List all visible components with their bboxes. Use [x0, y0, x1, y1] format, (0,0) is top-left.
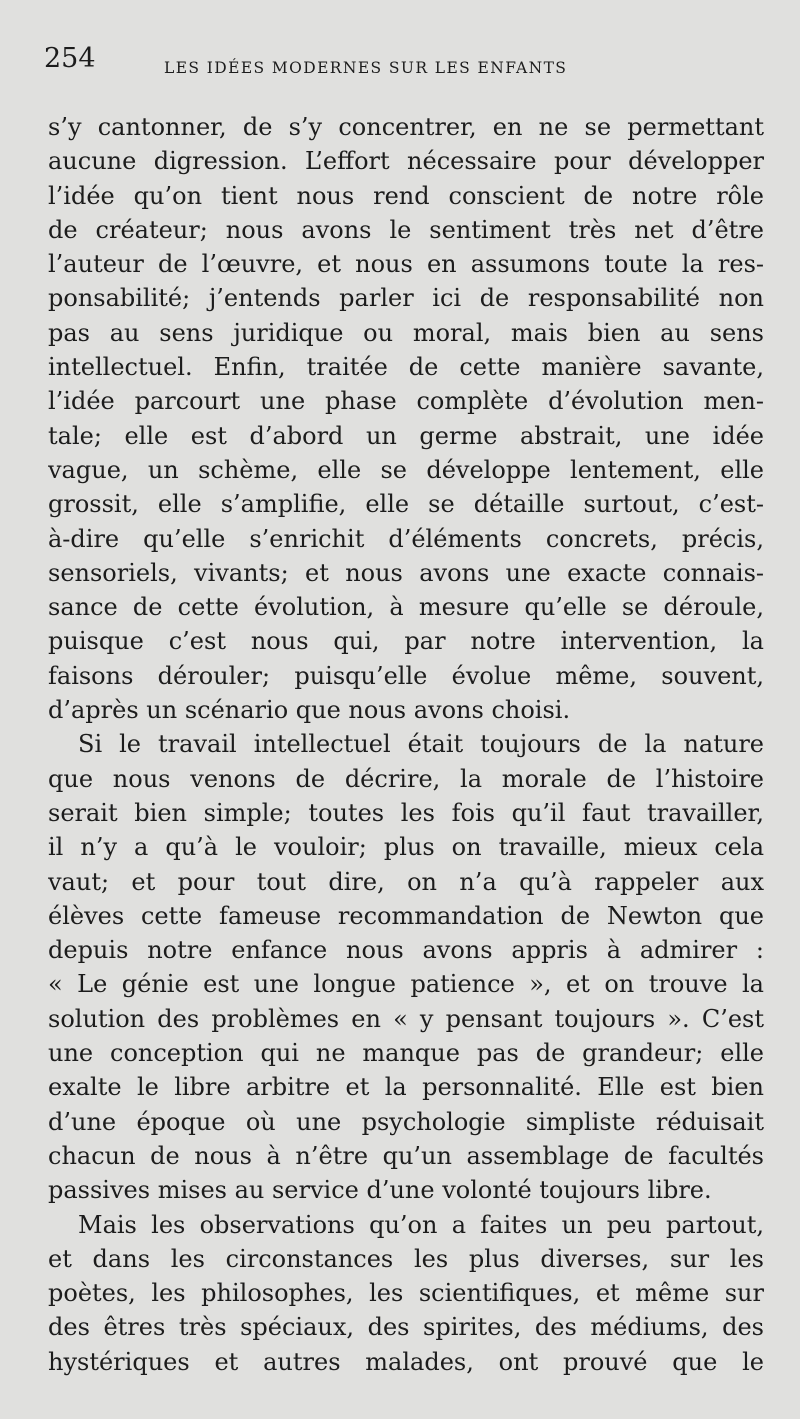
- text-line: que nous venons de décrire, la morale de l’histoire: [48, 764, 764, 793]
- text-line: des êtres très spéciaux, des spirites, des médiums, des: [48, 1313, 764, 1342]
- text-line: il n’y a qu’à le vouloir; plus on travaille, mieux cela: [48, 833, 764, 862]
- text-line: d’une époque où une psychologie simpliste réduisait: [48, 1107, 764, 1136]
- text-line: depuis notre enfance nous avons appris à admirer :: [48, 936, 764, 965]
- text-line: ponsabilité; j’entends parler ici de responsabilité non: [48, 284, 764, 313]
- text-line: aucune digression. L’effort nécessaire pour développer: [48, 147, 764, 176]
- body-text: [48, 110, 764, 1379]
- text-line: tale; elle est d’abord un germe abstrait, une idée: [48, 421, 764, 450]
- text-line: chacun de nous à n’être qu’un assemblage de facultés: [48, 1141, 764, 1170]
- running-title: LES IDÉES MODERNES SUR LES ENFANTS: [164, 59, 568, 77]
- text-line: serait bien simple; toutes les fois qu’il faut travailler,: [48, 798, 764, 827]
- text-line: vaut; et pour tout dire, on n’a qu’à rappeler aux: [48, 867, 764, 896]
- text-line: vague, un schème, elle se développe lentement, elle: [48, 455, 764, 484]
- text-line: sensoriels, vivants; et nous avons une exacte connais-: [48, 558, 764, 587]
- text-line: hystériques et autres malades, ont prouvé que le: [48, 1347, 764, 1376]
- text-line: et dans les circonstances les plus diverses, sur les: [48, 1244, 764, 1273]
- text-line: s’y cantonner, de s’y concentrer, en ne se permettant: [48, 113, 764, 141]
- text-line: d’après un scénario que nous avons choisi.: [48, 696, 571, 725]
- text-line: « Le génie est une longue patience », et on trouve la: [48, 970, 764, 999]
- text-line: faisons dérouler; puisqu’elle évolue même, souvent,: [48, 661, 764, 690]
- page-header: [44, 42, 750, 82]
- text-line: puisque c’est nous qui, par notre intervention, la: [48, 627, 764, 656]
- text-line: une conception qui ne manque pas de grandeur; elle: [48, 1039, 764, 1068]
- text-line: sance de cette évolution, à mesure qu’elle se déroule,: [48, 593, 764, 622]
- text-line: solution des problèmes en « y pensant toujours ». C’est: [48, 1004, 764, 1033]
- text-line: Si le travail intellectuel était toujours de la nature: [78, 730, 764, 759]
- text-line: l’auteur de l’œuvre, et nous en assumons toute la res-: [48, 250, 764, 279]
- text-line: intellectuel. Enfin, traitée de cette manière savante,: [48, 353, 764, 382]
- text-line: exalte le libre arbitre et la personnalité. Elle est bien: [48, 1073, 764, 1102]
- text-line: pas au sens juridique ou moral, mais bien au sens: [48, 318, 764, 347]
- text-line: grossit, elle s’amplifie, elle se détaille surtout, c’est-: [48, 490, 764, 519]
- text-line: élèves cette fameuse recommandation de Newton que: [48, 901, 764, 930]
- text-line: poètes, les philosophes, les scientifiques, et même sur: [48, 1279, 764, 1308]
- text-line: l’idée qu’on tient nous rend conscient de notre rôle: [48, 181, 764, 210]
- page-number: 254: [44, 43, 96, 74]
- text-line: à-dire qu’elle s’enrichit d’éléments concrets, précis,: [48, 524, 764, 553]
- text-line: de créateur; nous avons le sentiment très net d’être: [48, 215, 764, 244]
- text-line: l’idée parcourt une phase complète d’évolution men-: [48, 387, 764, 416]
- text-line: Mais les observations qu’on a faites un peu partout,: [78, 1210, 764, 1239]
- text-line: passives mises au service d’une volonté toujours libre.: [48, 1176, 712, 1205]
